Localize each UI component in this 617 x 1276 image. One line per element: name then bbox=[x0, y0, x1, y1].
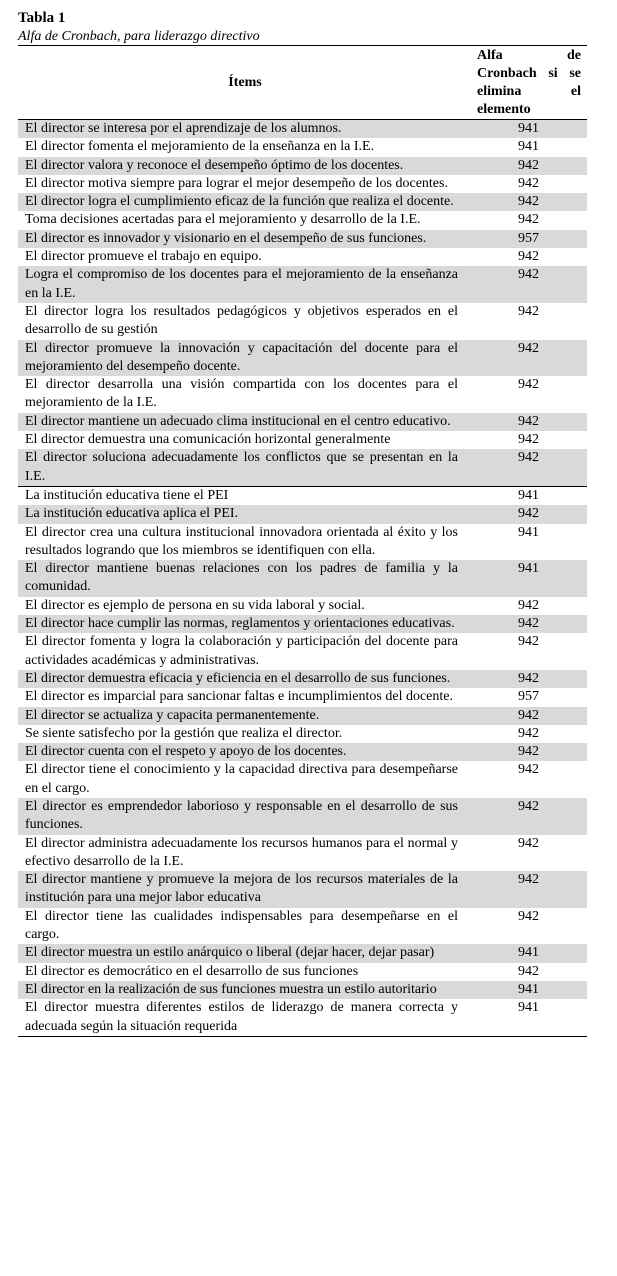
row-item-text: Toma decisiones acertadas para el mejoramiento y desarrollo de la I.E. bbox=[25, 212, 421, 228]
row-item-text: El director se actualiza y capacita permanentemente. bbox=[18, 707, 472, 725]
row-item-text: Logra el compromiso de los docentes para el mejoramiento de la enseñanza en la I.E. bbox=[18, 266, 472, 303]
row-item-text: El director fomenta y logra la colaboración y participación del docente para actividades académicas y administrativas. bbox=[25, 634, 458, 668]
row-alpha-value: 941 bbox=[472, 981, 587, 999]
row-alpha-value: 941 bbox=[472, 999, 587, 1036]
row-item-text: La institución educativa tiene el PEI bbox=[18, 486, 472, 505]
table-row bbox=[18, 615, 587, 633]
row-alpha-value: 942 bbox=[518, 432, 539, 448]
table-row bbox=[18, 157, 587, 175]
row-alpha-value: 942 bbox=[518, 725, 539, 741]
row-alpha-value: 942 bbox=[472, 340, 587, 377]
row-alpha-value: 941 bbox=[472, 120, 587, 139]
row-item-text: El director desarrolla una visión compartida con los docentes para el mejoramiento de la I.E. bbox=[25, 377, 458, 411]
row-item-text: El director crea una cultura institucional innovadora orientada al éxito y los resultados logrando que los miembros se identifiquen con ella. bbox=[25, 524, 458, 558]
row-item-text: El director en la realización de sus funciones muestra un estilo autoritario bbox=[18, 981, 472, 999]
row-alpha-value: 942 bbox=[472, 707, 587, 725]
row-item-text: El director soluciona adecuadamente los conflictos que se presentan en la I.E. bbox=[18, 449, 472, 486]
row-item-text: El director demuestra una comunicación horizontal generalmente bbox=[25, 432, 391, 448]
row-alpha-value: 942 bbox=[472, 193, 587, 211]
row-item-text: El director se interesa por el aprendizaje de los alumnos. bbox=[18, 120, 472, 139]
row-item-text: El director logra el cumplimiento eficaz de la función que realiza el docente. bbox=[18, 193, 472, 211]
row-alpha-value: 942 bbox=[472, 798, 587, 835]
table-row bbox=[18, 999, 587, 1036]
row-alpha-value: 957 bbox=[518, 689, 539, 705]
row-alpha-value: 942 bbox=[472, 157, 587, 175]
row-alpha-value: 942 bbox=[518, 963, 539, 979]
row-alpha-value: 942 bbox=[472, 670, 587, 688]
row-alpha-value: 942 bbox=[472, 743, 587, 761]
table-row bbox=[18, 230, 587, 248]
table-row bbox=[18, 871, 587, 908]
row-alpha-value: 942 bbox=[518, 634, 539, 650]
row-item-text: El director muestra diferentes estilos de liderazgo de manera correcta y adecuada según la situación requerida bbox=[18, 999, 472, 1036]
row-alpha-value: 942 bbox=[518, 597, 539, 613]
table-header-row bbox=[18, 46, 587, 120]
table-row bbox=[18, 266, 587, 303]
table-row bbox=[18, 597, 587, 615]
row-item-text: El director mantiene un adecuado clima institucional en el centro educativo. bbox=[18, 413, 472, 431]
row-item-text: El director es democrático en el desarrollo de sus funciones bbox=[25, 963, 359, 979]
table-row bbox=[18, 505, 587, 523]
table-row bbox=[18, 688, 587, 706]
row-item-text: El director es ejemplo de persona en su vida laboral y social. bbox=[25, 597, 365, 613]
table-row bbox=[18, 211, 587, 229]
row-item-text: El director hace cumplir las normas, reglamentos y orientaciones educativas. bbox=[18, 615, 472, 633]
table-row bbox=[18, 798, 587, 835]
table-row bbox=[18, 944, 587, 962]
row-item-text: El director cuenta con el respeto y apoyo de los docentes. bbox=[18, 743, 472, 761]
row-alpha-value: 942 bbox=[518, 377, 539, 393]
table-row bbox=[18, 835, 587, 872]
row-item-text: El director fomenta el mejoramiento de la enseñanza en la I.E. bbox=[25, 139, 375, 155]
table-row bbox=[18, 707, 587, 725]
row-alpha-value: 942 bbox=[472, 871, 587, 908]
table-row bbox=[18, 376, 587, 413]
row-item-text: El director motiva siempre para lograr el mejor desempeño de los docentes. bbox=[25, 175, 448, 191]
row-alpha-value: 942 bbox=[518, 908, 539, 924]
cronbach-alpha-table bbox=[18, 45, 587, 1037]
row-item-text: El director muestra un estilo anárquico o liberal (dejar hacer, dejar pasar) bbox=[18, 944, 472, 962]
table-row bbox=[18, 725, 587, 743]
table-row bbox=[18, 340, 587, 377]
table-row bbox=[18, 670, 587, 688]
row-item-text: El director es imparcial para sancionar faltas e incumplimientos del docente. bbox=[25, 689, 453, 705]
row-alpha-value: 942 bbox=[518, 762, 539, 778]
table-row bbox=[18, 175, 587, 193]
table-row bbox=[18, 248, 587, 266]
table-row bbox=[18, 633, 587, 670]
document bbox=[18, 10, 587, 1037]
row-alpha-value: 942 bbox=[472, 266, 587, 303]
row-alpha-value: 941 bbox=[472, 560, 587, 597]
table-row bbox=[18, 963, 587, 981]
table-caption: Alfa de Cronbach, para liderazgo directivo bbox=[18, 29, 260, 44]
row-item-text: El director promueve la innovación y capacitación del docente para el mejoramiento del desempeño docente. bbox=[18, 340, 472, 377]
row-item-text: El director administra adecuadamente los recursos humanos para el normal y efectivo desarrollo de la I.E. bbox=[25, 835, 458, 869]
header-items: Ítems bbox=[18, 46, 472, 120]
row-item-text: El director es emprendedor laborioso y responsable en el desarrollo de sus funciones. bbox=[18, 798, 472, 835]
table-row bbox=[18, 303, 587, 340]
row-alpha-value: 957 bbox=[472, 230, 587, 248]
row-alpha-value: 942 bbox=[518, 175, 539, 191]
row-item-text: La institución educativa aplica el PEI. bbox=[18, 505, 472, 523]
table-row bbox=[18, 138, 587, 156]
table-row bbox=[18, 524, 587, 561]
row-item-text: El director valora y reconoce el desempeño óptimo de los docentes. bbox=[18, 157, 472, 175]
row-alpha-value: 942 bbox=[518, 303, 539, 319]
row-item-text: El director tiene el conocimiento y la capacidad directiva para desempeñarse en el cargo. bbox=[25, 762, 458, 796]
table-row bbox=[18, 431, 587, 449]
row-alpha-value: 941 bbox=[472, 486, 587, 505]
row-item-text: El director promueve el trabajo en equipo. bbox=[25, 249, 262, 265]
row-alpha-value: 942 bbox=[518, 835, 539, 851]
table-row bbox=[18, 486, 587, 505]
row-item-text: El director mantiene y promueve la mejora de los recursos materiales de la institución para una mejor labor educativa bbox=[18, 871, 472, 908]
row-item-text: El director logra los resultados pedagógicos y objetivos esperados en el desarrollo de su gestión bbox=[25, 303, 458, 338]
row-alpha-value: 942 bbox=[472, 505, 587, 523]
row-item-text: El director mantiene buenas relaciones con los padres de familia y la comunidad. bbox=[18, 560, 472, 597]
row-alpha-value: 942 bbox=[518, 249, 539, 265]
row-alpha-value: 942 bbox=[472, 413, 587, 431]
row-alpha-value: 942 bbox=[472, 449, 587, 486]
table-row bbox=[18, 120, 587, 139]
row-alpha-value: 941 bbox=[472, 944, 587, 962]
table-row bbox=[18, 193, 587, 211]
row-alpha-value: 942 bbox=[472, 615, 587, 633]
row-item-text: El director demuestra eficacia y eficiencia en el desarrollo de sus funciones. bbox=[18, 670, 472, 688]
row-item-text: El director es innovador y visionario en el desempeño de sus funciones. bbox=[18, 230, 472, 248]
table-row bbox=[18, 413, 587, 431]
row-alpha-value: 942 bbox=[518, 212, 539, 228]
table-row bbox=[18, 560, 587, 597]
row-item-text: El director tiene las cualidades indispensables para desempeñarse en el cargo. bbox=[25, 908, 458, 943]
row-alpha-value: 941 bbox=[518, 524, 539, 540]
table-row bbox=[18, 761, 587, 798]
table-label: Tabla 1 bbox=[18, 10, 66, 26]
table-body bbox=[18, 120, 587, 1037]
table-row bbox=[18, 449, 587, 486]
row-item-text: Se siente satisfecho por la gestión que realiza el director. bbox=[25, 725, 343, 741]
table-row bbox=[18, 908, 587, 945]
table-row bbox=[18, 743, 587, 761]
header-alpha: Alfa de Cronbach si se elimina el elemento bbox=[472, 46, 587, 120]
table-row bbox=[18, 981, 587, 999]
row-alpha-value: 941 bbox=[518, 139, 539, 155]
